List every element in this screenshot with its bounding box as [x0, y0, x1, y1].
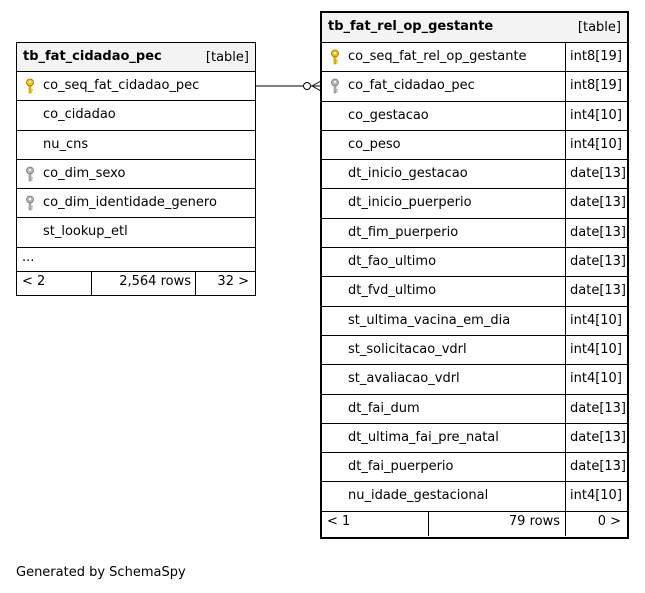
column-type: date[13] — [570, 224, 626, 240]
footer-divider — [195, 272, 196, 296]
parents-count[interactable]: < 1 — [327, 513, 351, 529]
column-row[interactable] — [17, 160, 255, 189]
table-header — [322, 13, 627, 43]
children-count[interactable]: 0 > — [597, 513, 621, 529]
column-divider — [565, 424, 566, 452]
foreign-key-icon — [330, 78, 340, 94]
column-divider — [565, 395, 566, 423]
table-kind: [table] — [577, 20, 621, 35]
column-row[interactable] — [322, 43, 627, 72]
column-name: dt_fai_dum — [348, 400, 420, 416]
footer-divider — [428, 512, 429, 536]
column-type: int4[10] — [570, 371, 622, 387]
table-name: tb_fat_cidadao_pec — [23, 49, 162, 64]
column-row[interactable] — [322, 395, 627, 424]
column-type: date[13] — [570, 429, 626, 445]
column-row[interactable] — [322, 277, 627, 306]
column-type: int4[10] — [570, 488, 622, 504]
table-footer — [17, 272, 255, 296]
generated-by-label: Generated by SchemaSpy — [16, 565, 186, 580]
column-row[interactable] — [322, 189, 627, 218]
column-name: dt_ultima_fai_pre_natal — [348, 429, 499, 445]
column-divider — [565, 482, 566, 510]
column-type: date[13] — [570, 195, 626, 211]
column-divider — [565, 336, 566, 364]
column-type: int8[19] — [570, 49, 622, 64]
column-name: st_ultima_vacina_em_dia — [348, 312, 511, 328]
column-type: int4[10] — [570, 107, 622, 123]
column-divider — [565, 131, 566, 159]
foreign-key-icon — [25, 195, 35, 211]
column-divider — [565, 307, 566, 335]
column-divider — [565, 365, 566, 393]
column-type: int4[10] — [570, 341, 622, 357]
column-name: dt_fvd_ultimo — [348, 283, 437, 299]
column-name: co_cidadao — [43, 107, 116, 123]
column-row[interactable] — [322, 248, 627, 277]
table-tb-fat-cidadao-pec[interactable] — [16, 42, 256, 296]
row-count: 2,564 rows — [119, 273, 191, 289]
column-divider — [565, 189, 566, 217]
primary-key-icon — [25, 78, 35, 94]
column-name: st_solicitacao_vdrl — [348, 341, 467, 357]
column-row[interactable] — [17, 189, 255, 218]
column-row[interactable] — [17, 218, 255, 247]
column-divider — [565, 102, 566, 130]
column-type: int4[10] — [570, 136, 622, 152]
column-row[interactable] — [17, 131, 255, 160]
column-divider — [565, 160, 566, 188]
column-name: dt_inicio_puerperio — [348, 195, 472, 211]
zero-cardinality-mark — [304, 83, 311, 90]
column-list — [17, 72, 255, 248]
column-row[interactable] — [17, 101, 255, 130]
table-tb-fat-rel-op-gestante[interactable] — [320, 11, 629, 539]
column-name: nu_idade_gestacional — [348, 488, 489, 504]
footer-divider — [91, 272, 92, 296]
column-type: date[13] — [570, 166, 626, 182]
parents-count[interactable]: < 2 — [22, 273, 46, 289]
column-name: co_dim_identidade_genero — [43, 195, 217, 211]
column-divider — [565, 277, 566, 305]
column-name: st_lookup_etl — [43, 224, 128, 240]
column-name: co_fat_cidadao_pec — [348, 78, 475, 94]
column-row[interactable] — [322, 160, 627, 189]
table-kind: [table] — [205, 50, 249, 65]
more-columns-ellipsis — [17, 248, 255, 272]
table-footer — [322, 512, 627, 536]
column-type: int8[19] — [570, 78, 622, 94]
column-row[interactable] — [322, 131, 627, 160]
column-type: date[13] — [570, 283, 626, 299]
column-row[interactable] — [322, 72, 627, 101]
column-name: dt_fai_puerperio — [348, 459, 454, 475]
primary-key-icon — [330, 49, 340, 65]
column-row[interactable] — [322, 424, 627, 453]
column-divider — [565, 453, 566, 481]
column-divider — [565, 219, 566, 247]
row-count: 79 rows — [508, 513, 560, 529]
column-name: dt_fao_ultimo — [348, 254, 437, 270]
column-type: date[13] — [570, 254, 626, 270]
column-name: co_seq_fat_cidadao_pec — [43, 78, 200, 93]
column-name: co_dim_sexo — [43, 165, 126, 181]
footer-divider — [565, 512, 566, 536]
column-name: dt_inicio_gestacao — [348, 166, 468, 182]
column-name: co_peso — [348, 136, 401, 152]
column-divider — [565, 43, 566, 71]
column-type: date[13] — [570, 400, 626, 416]
children-count[interactable]: 32 > — [217, 273, 249, 289]
column-name: co_seq_fat_rel_op_gestante — [348, 49, 527, 64]
column-row[interactable] — [322, 102, 627, 131]
column-row[interactable] — [17, 72, 255, 101]
column-divider — [565, 72, 566, 100]
column-name: co_gestacao — [348, 107, 429, 123]
column-divider — [565, 248, 566, 276]
column-row[interactable] — [322, 307, 627, 336]
column-name: nu_cns — [43, 136, 89, 152]
table-header — [17, 43, 255, 72]
column-row[interactable] — [322, 365, 627, 394]
column-name: dt_fim_puerperio — [348, 224, 459, 240]
column-row[interactable] — [322, 482, 627, 511]
column-row[interactable] — [322, 453, 627, 482]
column-row[interactable] — [322, 336, 627, 365]
column-list — [322, 43, 627, 512]
table-name: tb_fat_rel_op_gestante — [328, 19, 494, 34]
ellipsis-text: ... — [22, 249, 35, 265]
foreign-key-icon — [25, 166, 35, 182]
column-type: date[13] — [570, 459, 626, 475]
column-name: st_avaliacao_vdrl — [348, 371, 460, 387]
column-row[interactable] — [322, 219, 627, 248]
column-type: int4[10] — [570, 312, 622, 328]
